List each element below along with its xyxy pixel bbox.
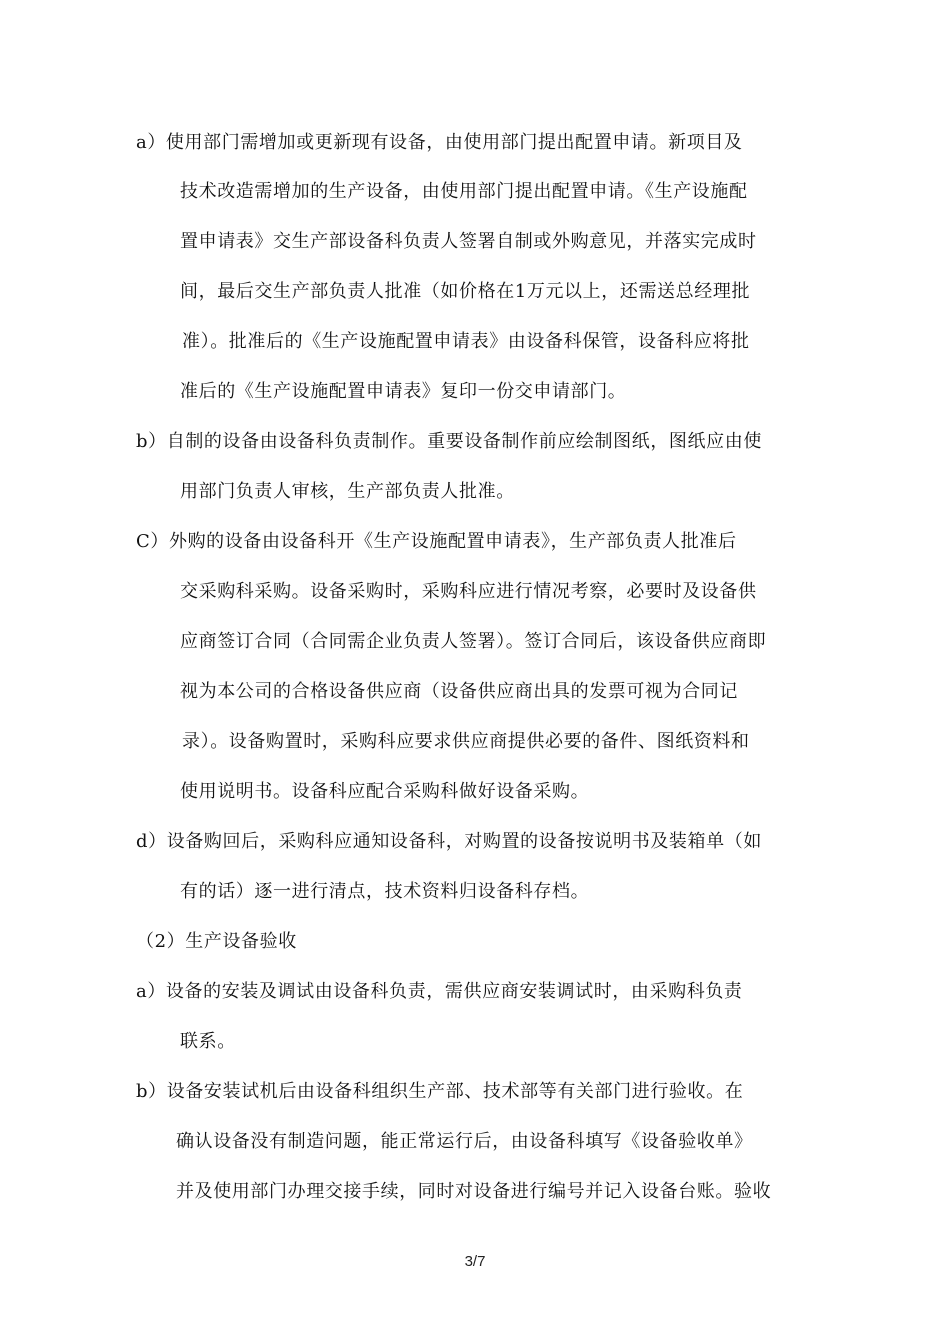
text-line: 确认设备没有制造问题，能正常运行后，由设备科填写《设备验收单》 xyxy=(176,1131,753,1152)
page-number: 3/7 xyxy=(464,1253,486,1270)
text-line: C）外购的设备由设备科开《生产设施配置申请表》，生产部负责人批准后 xyxy=(136,531,737,552)
text-line: b）设备安装试机后由设备科组织生产部、技术部等有关部门进行验收。在 xyxy=(136,1081,744,1102)
text-line: 准后的《生产设施配置申请表》复印一份交申请部门。 xyxy=(180,381,627,402)
text-line: b）自制的设备由设备科负责制作。重要设备制作前应绘制图纸，图纸应由使 xyxy=(136,431,762,452)
text-line: 并及使用部门办理交接手续，同时对设备进行编号并记入设备台账。验收 xyxy=(176,1181,772,1202)
text-line: a）设备的安装及调试由设备科负责，需供应商安装调试时，由采购科负责 xyxy=(136,981,743,1002)
text-line: a）使用部门需增加或更新现有设备，由使用部门提出配置申请。新项目及 xyxy=(136,132,743,153)
text-line: 交采购科采购。设备采购时，采购科应进行情况考察，必要时及设备供 xyxy=(180,581,757,602)
text-line: 应商签订合同（合同需企业负责人签署）。签订合同后，该设备供应商即 xyxy=(180,631,767,652)
text-line: 置申请表》交生产部设备科负责人签署自制或外购意见，并落实完成时 xyxy=(180,231,757,252)
text-line: 准）。批准后的《生产设施配置申请表》由设备科保管，设备科应将批 xyxy=(182,331,750,352)
text-line: 使用说明书。设备科应配合采购科做好设备采购。 xyxy=(180,781,590,802)
text-line: 用部门负责人审核，生产部负责人批准。 xyxy=(180,481,515,502)
text-line: 技术改造需增加的生产设备，由使用部门提出配置申请。《生产设施配 xyxy=(180,181,748,202)
section-heading: （2）生产设备验收 xyxy=(136,931,297,952)
text-line: d）设备购回后，采购科应通知设备科，对购置的设备按说明书及装箱单（如 xyxy=(136,831,762,852)
text-line: 录）。设备购置时，采购科应要求供应商提供必要的备件、图纸资料和 xyxy=(182,731,750,752)
text-line: 有的话）逐一进行清点，技术资料归设备科存档。 xyxy=(180,881,590,902)
text-line: 间，最后交生产部负责人批准（如价格在1万元以上，还需送总经理批 xyxy=(180,281,751,302)
text-line: 联系。 xyxy=(180,1031,236,1052)
text-line: 视为本公司的合格设备供应商（设备供应商出具的发票可视为合同记 xyxy=(180,681,738,702)
